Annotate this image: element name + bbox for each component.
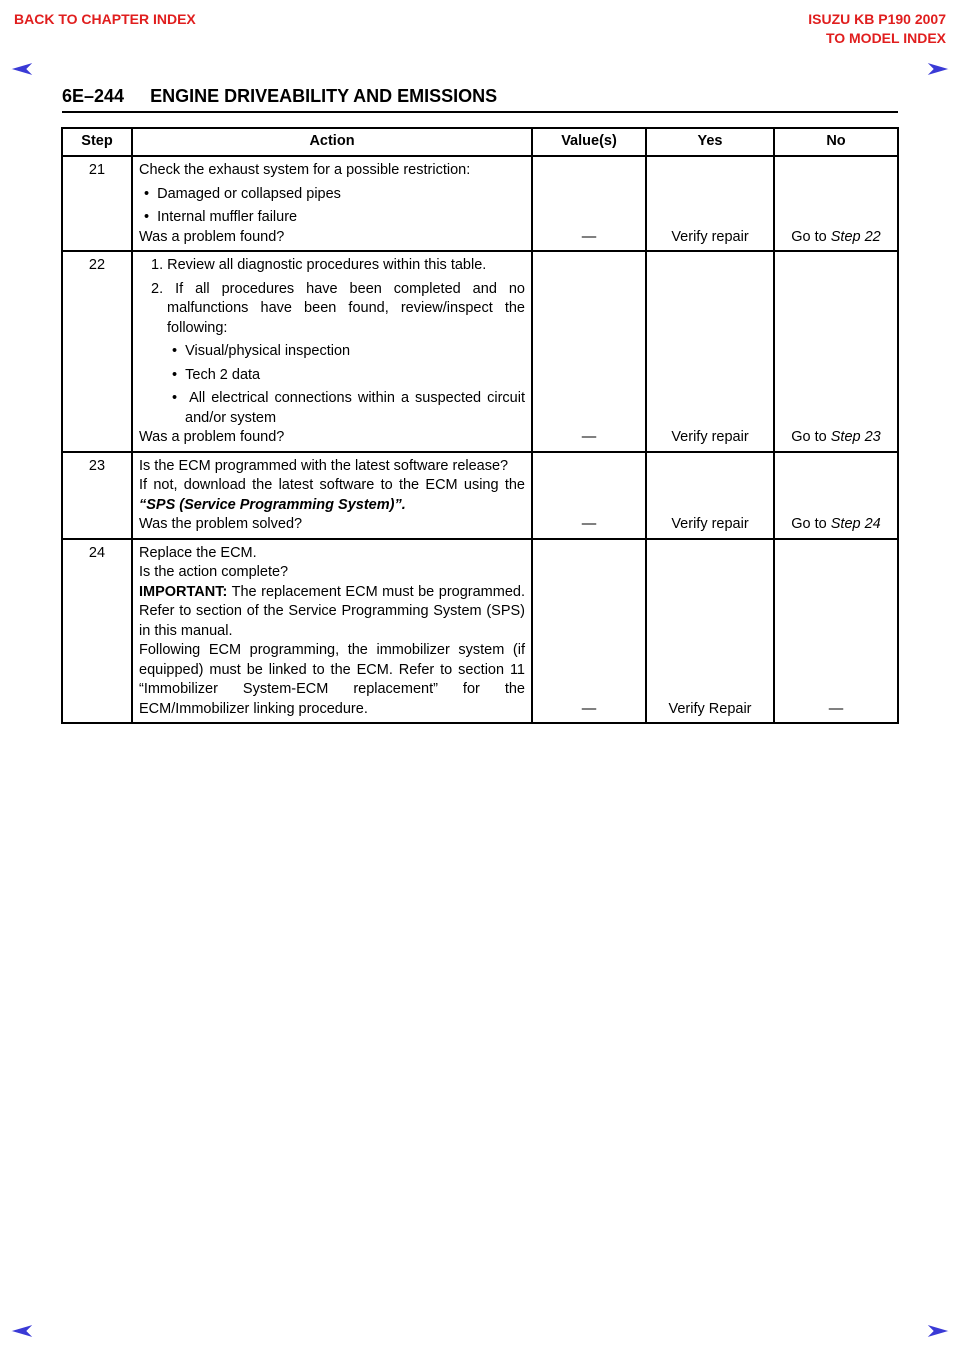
- step-link[interactable]: Step 22: [830, 228, 881, 245]
- sps-reference: “SPS (Service Programming System)”.: [139, 496, 406, 513]
- table-header-row: [62, 128, 898, 156]
- value-cell: —: [532, 539, 646, 724]
- column-header-action: Action: [132, 128, 532, 156]
- step-number: 24: [62, 539, 132, 724]
- action-text: If not, download the latest software to the ECM using the “SPS (Service Programming System)”.: [139, 477, 525, 513]
- table-row: [62, 251, 898, 452]
- page-header: [62, 86, 898, 113]
- step-link[interactable]: Step 24: [830, 516, 881, 532]
- no-cell[interactable]: Go to Step 23: [774, 251, 898, 452]
- action-question: Is the action complete?: [139, 564, 289, 580]
- back-to-chapter-index-link[interactable]: BACK TO CHAPTER INDEX: [14, 11, 196, 27]
- page-number: 6E–244: [62, 86, 125, 106]
- previous-page-arrow-bottom-icon[interactable]: [8, 1322, 36, 1340]
- yes-cell: Verify Repair: [646, 539, 774, 724]
- column-header-yes: Yes: [646, 128, 774, 156]
- bullet-item: • Damaged or collapsed pipes: [144, 185, 341, 202]
- page-title: ENGINE DRIVEABILITY AND EMISSIONS: [150, 86, 498, 106]
- column-header-values: Value(s): [532, 128, 646, 156]
- action-text: Check the exhaust system for a possible restriction:: [139, 162, 471, 178]
- action-cell: [132, 156, 532, 251]
- next-page-arrow-icon[interactable]: [924, 60, 952, 78]
- model-title-link[interactable]: ISUZU KB P190 2007: [808, 11, 946, 27]
- step-link[interactable]: Step 23: [830, 429, 881, 445]
- yes-cell: Verify repair: [646, 251, 774, 452]
- action-question: Was a problem found?: [139, 429, 285, 445]
- bullet-item: • All electrical connections within a suspected circuit and/or system: [172, 390, 525, 426]
- action-question: Was a problem found?: [139, 228, 285, 245]
- value-cell: —: [532, 156, 646, 251]
- table-row: [62, 156, 898, 251]
- table-row: [62, 539, 898, 724]
- bullet-item: • Tech 2 data: [172, 366, 261, 383]
- value-cell: —: [532, 251, 646, 452]
- step-number: 21: [62, 156, 132, 251]
- column-header-step: Step: [62, 128, 132, 156]
- action-text: Following ECM programming, the immobilizer system (if equipped) must be linked to the ECM. Refer to section 11 “Immobilizer System-ECM replacement” for the ECM/Immobilizer linking procedure.: [139, 642, 525, 717]
- no-cell[interactable]: Go to Step 22: [774, 156, 898, 251]
- action-text: Is the ECM programmed with the latest software release?: [139, 457, 509, 474]
- action-text: Replace the ECM.: [139, 544, 257, 561]
- column-header-no: No: [774, 128, 898, 156]
- action-cell: [132, 539, 532, 724]
- numbered-item: 1. Review all diagnostic procedures within this table.: [151, 257, 487, 273]
- important-label: IMPORTANT:: [139, 583, 228, 600]
- action-cell: [132, 452, 532, 539]
- yes-cell: Verify repair: [646, 156, 774, 251]
- action-question: Was the problem solved?: [139, 516, 303, 532]
- important-note: IMPORTANT: The replacement ECM must be programmed. Refer to section of the Service Programming System (SPS) in this manual.: [139, 583, 525, 639]
- step-number: 23: [62, 452, 132, 539]
- diagnostic-table: [61, 127, 899, 724]
- next-page-arrow-bottom-icon[interactable]: [924, 1322, 952, 1340]
- bullet-item: • Internal muffler failure: [144, 209, 298, 225]
- step-number: 22: [62, 251, 132, 452]
- no-cell[interactable]: Go to Step 24: [774, 452, 898, 539]
- no-cell: —: [774, 539, 898, 724]
- table-row: [62, 452, 898, 539]
- bullet-item: • Visual/physical inspection: [172, 343, 351, 359]
- to-model-index-link[interactable]: TO MODEL INDEX: [825, 30, 946, 46]
- yes-cell: Verify repair: [646, 452, 774, 539]
- previous-page-arrow-icon[interactable]: [8, 60, 36, 78]
- value-cell: —: [532, 452, 646, 539]
- action-cell: [132, 251, 532, 452]
- numbered-item: 2. If all procedures have been completed and no malfunctions have been found, review/inspect the following:: [151, 280, 525, 336]
